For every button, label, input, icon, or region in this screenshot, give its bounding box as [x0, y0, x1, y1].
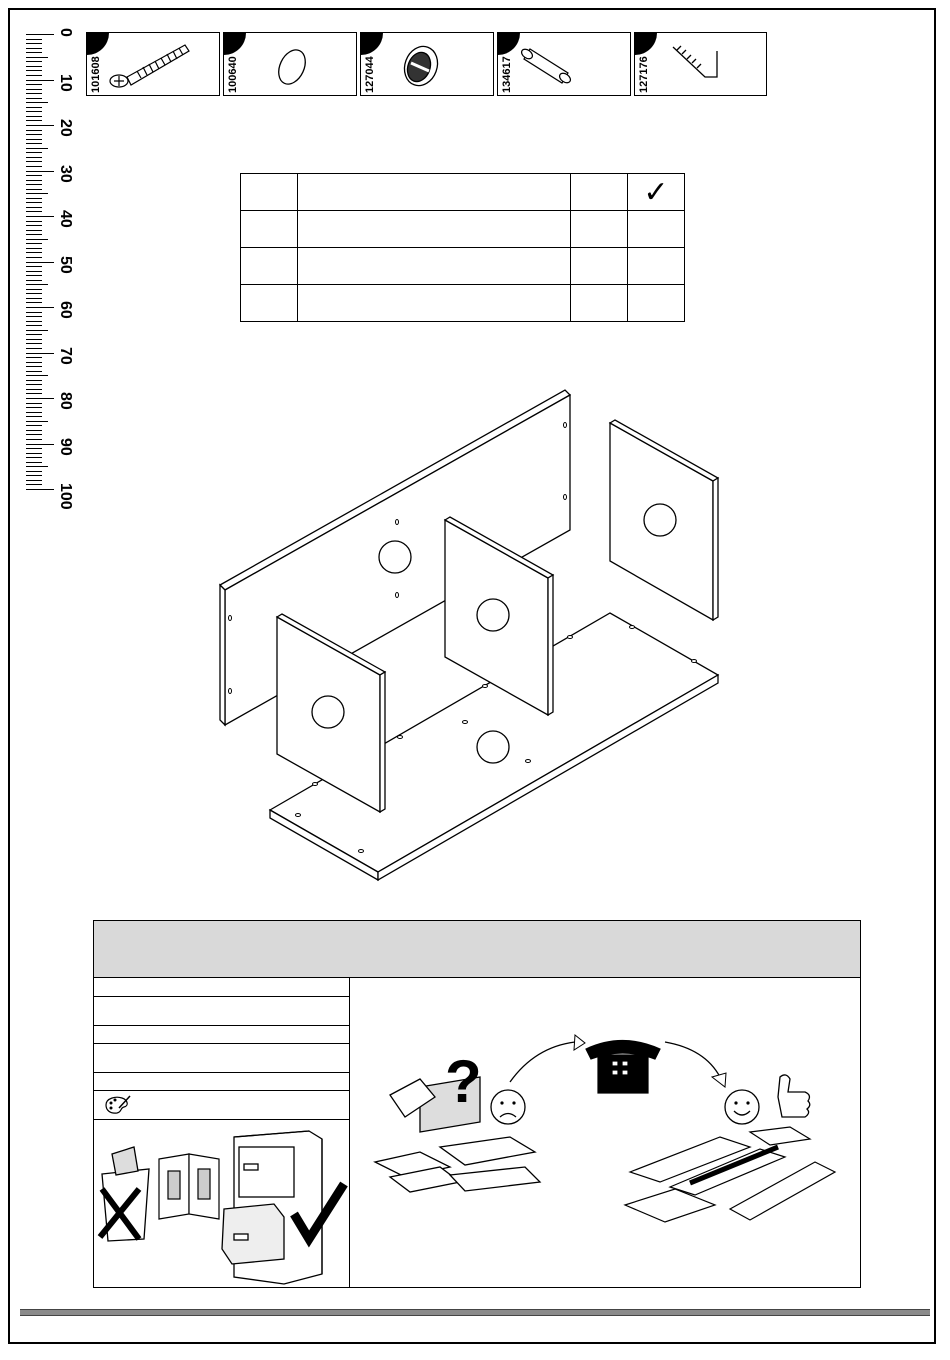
- care-row: [94, 1025, 349, 1044]
- measurement-ruler: [22, 30, 82, 510]
- file-cabinet-icon: [94, 1119, 349, 1287]
- table-cell: [241, 174, 298, 211]
- ruler-tick: [26, 266, 42, 267]
- ruler-tick: [26, 316, 42, 317]
- ruler-tick: [26, 480, 42, 481]
- hook-icon: [635, 33, 765, 95]
- ruler-tick: [26, 393, 42, 394]
- ruler-tick: [26, 216, 54, 217]
- ruler-tick: [26, 157, 42, 158]
- ruler-tick: [26, 239, 48, 240]
- part-number: 134617: [501, 56, 513, 93]
- ruler-tick: [26, 439, 42, 440]
- ruler-tick: [26, 180, 42, 181]
- ruler-tick: [26, 475, 42, 476]
- ruler-tick: [26, 234, 42, 235]
- ruler-tick: [26, 284, 48, 285]
- part-box: [497, 32, 631, 96]
- ruler-tick: [26, 134, 42, 135]
- care-row: [94, 1072, 349, 1091]
- ruler-tick: [26, 202, 42, 203]
- ruler-tick: [26, 225, 42, 226]
- ruler-tick: [26, 43, 42, 44]
- ruler-tick: [26, 280, 42, 281]
- ruler-label: 40: [57, 210, 74, 228]
- ruler-label: 100: [57, 483, 74, 510]
- ruler-tick: [26, 230, 42, 231]
- ruler-tick: [26, 384, 42, 385]
- ruler-tick: [26, 434, 42, 435]
- ruler-label: 60: [57, 301, 74, 319]
- ruler-label: 30: [57, 164, 74, 183]
- care-row: [94, 1090, 349, 1120]
- screw-icon: [87, 33, 217, 95]
- ruler-tick: [26, 362, 42, 363]
- ruler-tick: [26, 161, 42, 162]
- ruler-tick: [26, 89, 42, 90]
- bottom-panel-hole: [477, 731, 509, 763]
- dowel-icon: [498, 33, 628, 95]
- ruler-tick: [26, 198, 42, 199]
- part-number: 100640: [227, 56, 239, 93]
- back-panel-hole: [379, 541, 411, 573]
- ruler-tick: [26, 375, 48, 376]
- ruler-tick: [26, 398, 54, 399]
- parts-checklist-table: [240, 173, 685, 322]
- ruler-tick: [26, 139, 42, 140]
- care-instructions-panel: [93, 920, 861, 1288]
- ruler-tick: [26, 466, 48, 467]
- ruler-tick: [26, 489, 54, 490]
- ruler-tick: [26, 262, 54, 263]
- table-cell: [298, 174, 571, 211]
- ruler-tick: [26, 444, 54, 445]
- table-cell: [571, 174, 628, 211]
- ruler-tick: [26, 102, 48, 103]
- ruler-tick: [26, 448, 42, 449]
- ruler-tick: [26, 148, 48, 149]
- ruler-tick: [26, 430, 42, 431]
- ruler-tick: [26, 298, 42, 299]
- part-number: 127044: [364, 56, 376, 93]
- part-box: [634, 32, 767, 96]
- ruler-tick: [26, 125, 54, 126]
- ruler-tick: [26, 70, 42, 71]
- ruler-tick: [26, 120, 42, 121]
- ruler-tick: [26, 143, 42, 144]
- ruler-tick: [26, 302, 42, 303]
- ruler-tick: [26, 457, 42, 458]
- check-mark-icon: ✓: [628, 174, 685, 211]
- ruler-tick: [26, 66, 42, 67]
- ruler-tick: [26, 348, 42, 349]
- ruler-tick: [26, 293, 42, 294]
- ruler-tick: [26, 343, 42, 344]
- ruler-tick: [26, 193, 48, 194]
- ruler-tick: [26, 484, 42, 485]
- ruler-label: 20: [57, 119, 74, 137]
- care-left-column: [94, 977, 350, 1287]
- ruler-tick: [26, 80, 54, 81]
- ruler-tick: [26, 57, 48, 58]
- ruler-tick: [26, 307, 54, 308]
- ruler-tick: [26, 98, 42, 99]
- ruler-tick: [26, 61, 42, 62]
- ruler-tick: [26, 325, 42, 326]
- ruler-tick: [26, 34, 54, 35]
- ruler-tick: [26, 271, 42, 272]
- ruler-tick: [26, 175, 42, 176]
- ruler-tick: [26, 453, 42, 454]
- ruler-tick: [26, 289, 42, 290]
- ruler-label: 90: [57, 437, 74, 456]
- ruler-tick: [26, 48, 42, 49]
- ruler-tick: [26, 462, 42, 463]
- phone-support-icon: [350, 977, 860, 1287]
- svg-text:?: ?: [445, 1048, 482, 1115]
- ruler-tick: [26, 389, 42, 390]
- ruler-label: 70: [57, 346, 74, 365]
- part-box: [86, 32, 220, 96]
- ruler-tick: [26, 211, 42, 212]
- part-number: 101608: [90, 56, 102, 93]
- ruler-tick: [26, 84, 42, 85]
- ruler-tick: [26, 184, 42, 185]
- care-right-column: [350, 977, 860, 1287]
- ruler-tick: [26, 248, 42, 249]
- ruler-tick: [26, 312, 42, 313]
- ruler-tick: [26, 425, 42, 426]
- care-row: [94, 1043, 349, 1073]
- ruler-tick: [26, 366, 42, 367]
- table-row: [241, 174, 685, 211]
- part-box: [223, 32, 357, 96]
- table-row: [241, 211, 685, 248]
- ruler-tick: [26, 380, 42, 381]
- ruler-tick: [26, 334, 42, 335]
- ruler-tick: [26, 52, 42, 53]
- cam-lock-icon: [361, 33, 491, 95]
- ruler-tick: [26, 116, 42, 117]
- ruler-label: 10: [57, 73, 74, 92]
- ruler-tick: [26, 357, 42, 358]
- ruler-tick: [26, 471, 42, 472]
- ruler-tick: [26, 39, 42, 40]
- ruler-tick: [26, 407, 42, 408]
- cap-icon: [224, 33, 354, 95]
- ruler-tick: [26, 257, 42, 258]
- ruler-tick: [26, 275, 42, 276]
- table-row: [241, 248, 685, 285]
- ruler-tick: [26, 75, 42, 76]
- ruler-tick: [26, 421, 48, 422]
- ruler-tick: [26, 166, 42, 167]
- ruler-label: 50: [57, 255, 74, 274]
- ruler-label: 0: [57, 28, 74, 37]
- ruler-tick: [26, 152, 42, 153]
- ruler-tick: [26, 189, 42, 190]
- ruler-label: 80: [57, 392, 74, 410]
- care-row: [94, 996, 349, 1026]
- table-row: [241, 285, 685, 322]
- ruler-tick: [26, 371, 42, 372]
- ruler-tick: [26, 171, 54, 172]
- footer-bar: [20, 1309, 930, 1316]
- ruler-tick: [26, 339, 42, 340]
- ruler-tick: [26, 207, 42, 208]
- ruler-tick: [26, 252, 42, 253]
- ruler-tick: [26, 330, 48, 331]
- ruler-tick: [26, 416, 42, 417]
- ruler-tick: [26, 93, 42, 94]
- ruler-tick: [26, 107, 42, 108]
- ruler-tick: [26, 221, 42, 222]
- paint-palette-icon: [102, 1094, 132, 1116]
- care-row: [94, 977, 349, 997]
- part-number: 127176: [638, 56, 650, 93]
- ruler-tick: [26, 412, 42, 413]
- care-header: [94, 921, 860, 978]
- assembly-exploded-view: [210, 385, 730, 885]
- ruler-tick: [26, 111, 42, 112]
- part-box: [360, 32, 494, 96]
- ruler-tick: [26, 353, 54, 354]
- ruler-tick: [26, 130, 42, 131]
- ruler-tick: [26, 403, 42, 404]
- ruler-tick: [26, 321, 42, 322]
- ruler-tick: [26, 243, 42, 244]
